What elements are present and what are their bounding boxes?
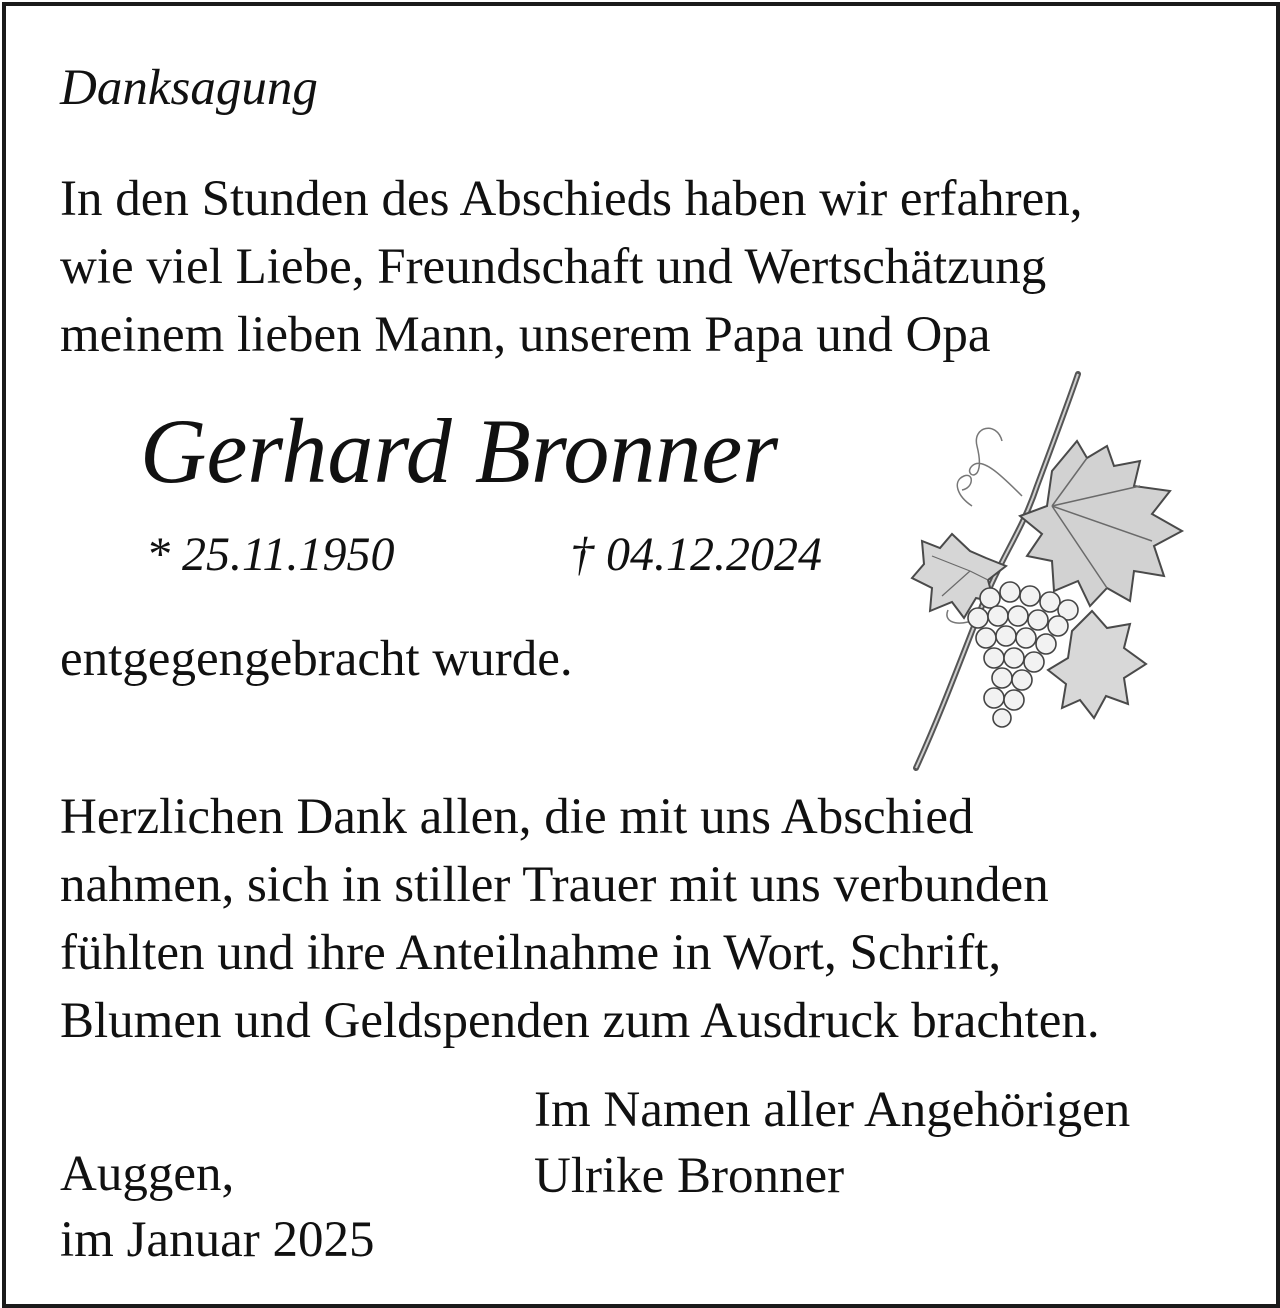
thanks-line: Blumen und Geldspenden zum Ausdruck brachten. — [60, 993, 1100, 1049]
intro-line: wie viel Liebe, Freundschaft und Wertschätzung — [60, 239, 1047, 295]
notice-frame — [2, 2, 1280, 1308]
thanks-line: fühlten und ihre Anteilnahme in Wort, Schrift, — [60, 925, 1002, 981]
intro-line: meinem lieben Mann, unserem Papa und Opa — [60, 307, 991, 363]
signature-block — [534, 1077, 1130, 1209]
continuation-text — [60, 625, 573, 693]
signature-line-family: Im Namen aller Angehörigen — [534, 1082, 1131, 1138]
place-text: Auggen, — [60, 1146, 235, 1202]
thanks-line: nahmen, sich in stiller Trauer mit uns verbunden — [60, 857, 1049, 913]
thanks-paragraph — [60, 783, 1100, 1055]
date-text: im Januar 2025 — [60, 1212, 375, 1268]
signature-line-name: Ulrike Bronner — [534, 1148, 845, 1204]
birth-date: * 25.11.1950 — [146, 528, 395, 581]
intro-paragraph — [60, 165, 1083, 369]
death-date: † 04.12.2024 — [570, 528, 822, 581]
grapevine-icon — [902, 366, 1232, 786]
continuation-line: entgegengebracht wurde. — [60, 631, 573, 687]
intro-line: In den Stunden des Abschieds haben wir erfahren, — [60, 171, 1083, 227]
place-date-block — [60, 1141, 374, 1273]
thanks-line: Herzlichen Dank allen, die mit uns Abschied — [60, 789, 974, 845]
deceased-name: Gerhard Bronner — [140, 400, 779, 502]
notice-heading: Danksagung — [60, 60, 318, 116]
